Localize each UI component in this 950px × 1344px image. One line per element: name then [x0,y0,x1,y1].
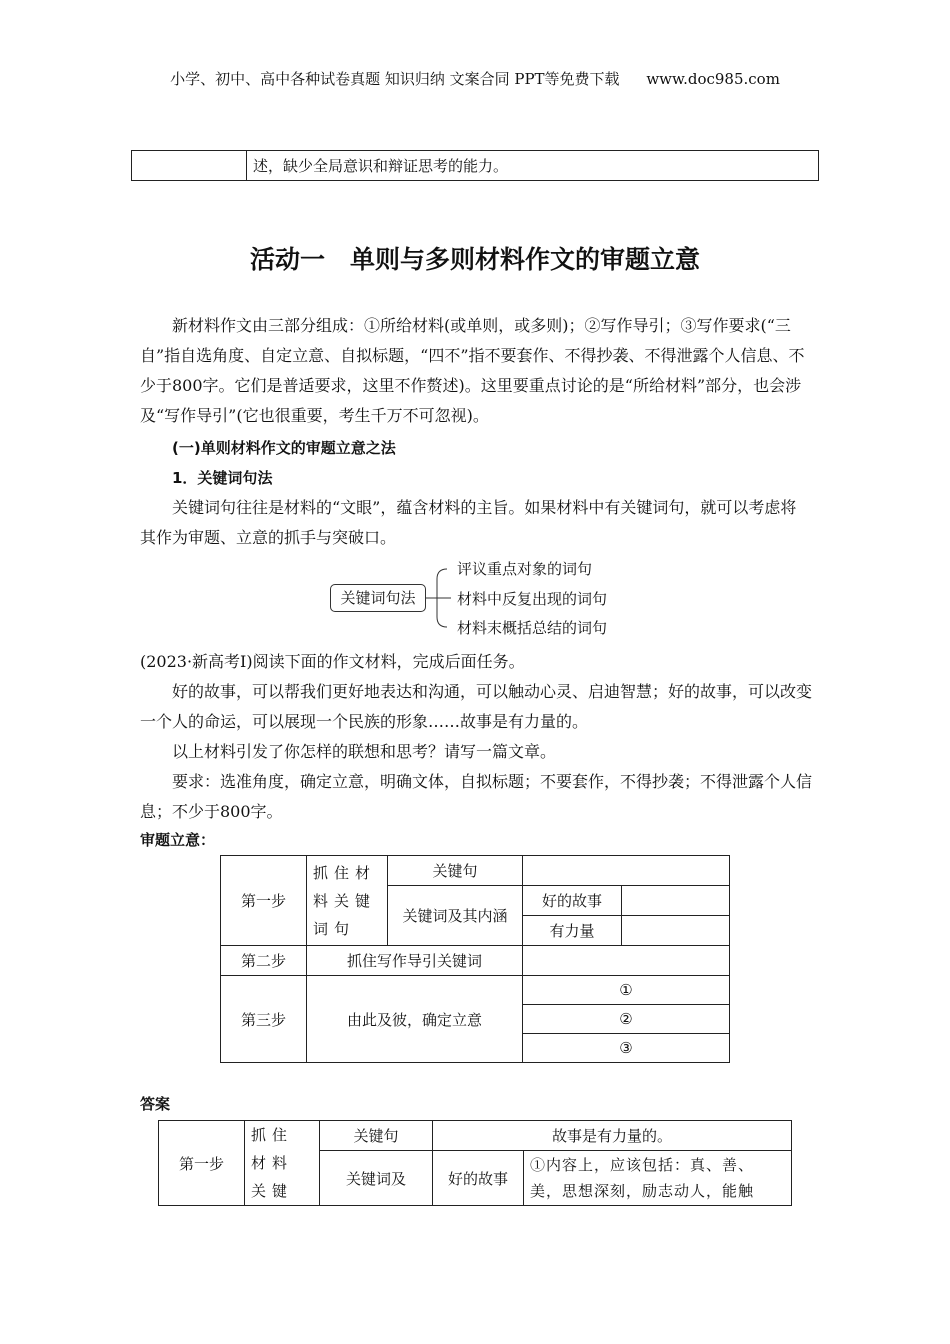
step1-desc-cell: 抓住材料关键词句 [307,856,388,946]
question-text: 以上材料引发了你怎样的联想和思考？请写一篇文章。 [172,742,557,761]
activity-title: 活动一 单则与多则材料作文的审题立意 [249,245,700,274]
key-words-cell: 关键词及其内涵 [388,886,523,946]
good-story-blank [622,886,730,916]
requirements-text: 要求：选准角度，确定立意，明确文体，自拟标题；不要套作，不得抄袭；不得泄露个人信息；不少于800字。 [140,772,813,821]
idea-3-cell: ③ [523,1034,730,1063]
header-url: www.doc985.com [646,70,780,88]
step3-cell: 第三步 [221,976,307,1063]
key-sentence-blank [523,856,730,886]
continued-table [131,150,819,181]
powerful-cell: 有力量 [523,916,622,946]
answer-step1-desc: 抓住材料关键 [245,1121,320,1206]
material-text: 好的故事，可以帮我们更好地表达和沟通，可以触动心灵、启迪智慧；好的故事，可以改变一个人的命运，可以展现一个民族的形象……故事是有力量的。 [140,682,813,731]
page-header [0,68,950,89]
key-phrase-diagram [330,555,650,645]
powerful-blank [622,916,730,946]
empty-cell [132,151,247,181]
analysis-label: 审题立意： [140,831,216,849]
step1-cell: 第一步 [221,856,307,946]
diagram-branch: 材料中反复出现的词句 [457,590,608,608]
section-heading: (一)单则材料作文的审题立意之法 [172,439,396,457]
idea-2-cell: ② [523,1005,730,1034]
exam-source: (2023·新高考Ⅰ)阅读下面的作文材料，完成后面任务。 [140,652,525,671]
diagram-branch: 评议重点对象的词句 [457,560,593,578]
table-cell-text: 述，缺少全局意识和辩证思考的能力。 [247,151,819,181]
answer-table [158,1120,792,1206]
intro-paragraph: 新材料作文由三部分组成：①所给材料(或单则，或多则)；②写作导引；③写作要求(“三自”指自选角度、自定立意、自拟标题，“四不”指不要套作、不得抄袭、不得泄露个人信息、不少于800字。它们是普适要求，这里不作赘述)。这里要重点讨论的是“所给材料”部分，也会涉及“写作导引”(它也很重要，考生千万不可忽视)。 [140,316,805,425]
answer-good-story-value: ①内容上，应该包括：真、善、美，思想深刻，励志动人，能触 [524,1151,792,1206]
answer-good-story: 好的故事 [433,1151,524,1206]
answer-label: 答案 [140,1095,171,1113]
step2-cell: 第二步 [221,946,307,976]
header-text: 小学、初中、高中各种试卷真题 知识归纳 文案合同 PPT等免费下载 [170,70,620,88]
answer-key-words: 关键词及 [320,1151,433,1206]
step2-blank [523,946,730,976]
answer-key-sentence: 关键句 [320,1121,433,1151]
good-story-cell: 好的故事 [523,886,622,916]
step2-desc-cell: 抓住写作导引关键词 [307,946,523,976]
answer-step1-cell: 第一步 [159,1121,245,1206]
subsection-heading: 1．关键词句法 [172,469,273,487]
analysis-table [220,855,730,1063]
step3-desc-cell: 由此及彼，确定立意 [307,976,523,1063]
subsection-text: 关键词句往往是材料的“文眼”，蕴含材料的主旨。如果材料中有关键词句，就可以考虑将其作为审题、立意的抓手与突破口。 [140,498,797,547]
idea-1-cell: ① [523,976,730,1005]
diagram-root: 关键词句法 [330,584,426,612]
diagram-branch: 材料末概括总结的词句 [457,619,608,637]
diagram-bracket [425,555,455,645]
key-sentence-cell: 关键句 [388,856,523,886]
answer-key-sentence-value: 故事是有力量的。 [433,1121,792,1151]
